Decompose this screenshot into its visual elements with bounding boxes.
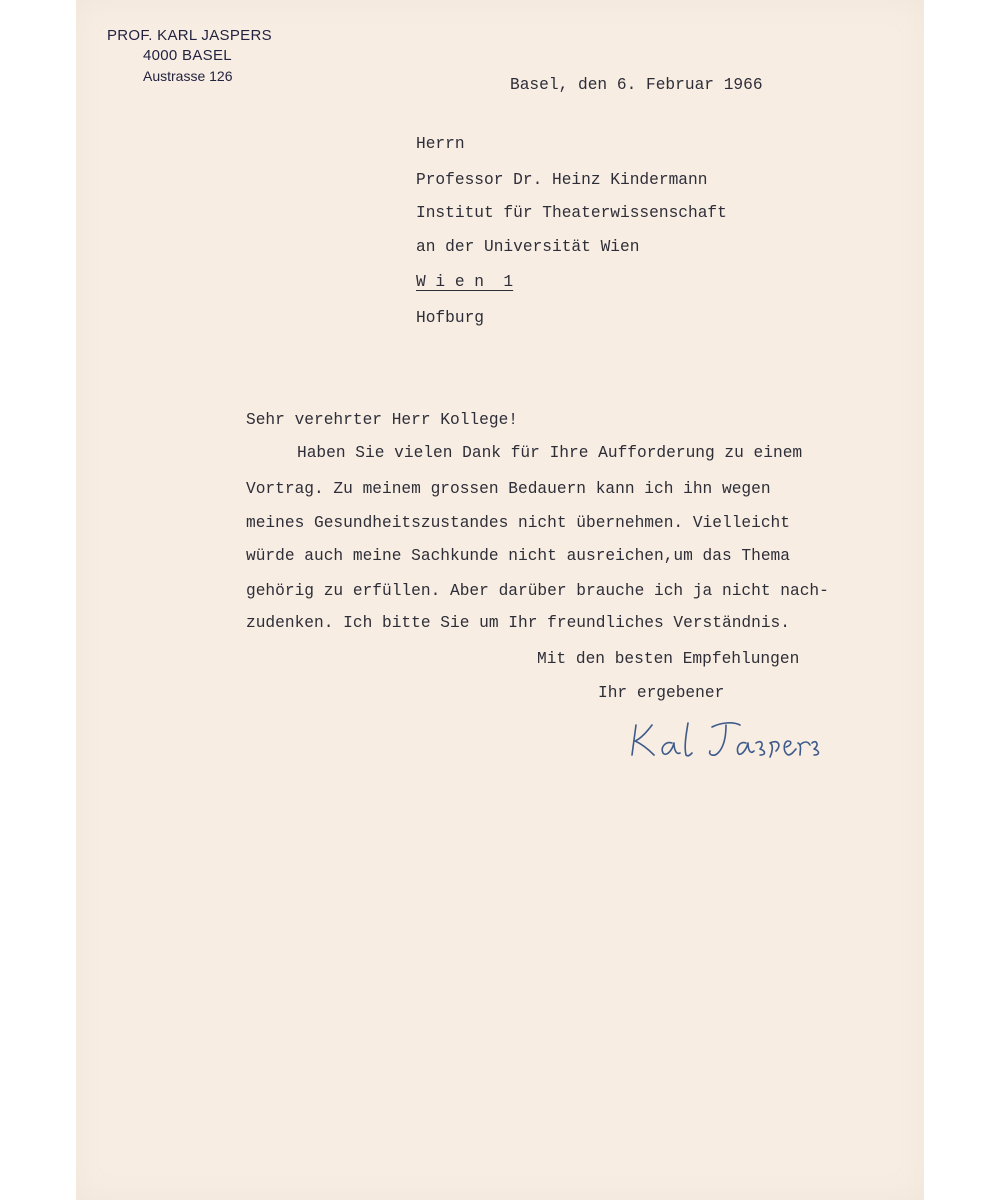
letterhead-name: PROF. KARL JASPERS	[107, 27, 272, 44]
letter-date: Basel, den 6. Februar 1966	[510, 76, 763, 94]
body-line: würde auch meine Sachkunde nicht ausreichen,um das Thema	[246, 547, 790, 565]
address-city: W i e n 1	[416, 273, 514, 291]
closing-line-2: Ihr ergebener	[598, 684, 725, 702]
salutation: Sehr verehrter Herr Kollege!	[246, 411, 518, 429]
address-line-1: Herrn	[416, 135, 465, 153]
address-line-3: Institut für Theaterwissenschaft	[416, 204, 727, 222]
letterhead-city: 4000 BASEL	[143, 47, 232, 64]
handwritten-signature	[630, 715, 830, 770]
address-line-4: an der Universität Wien	[416, 238, 640, 256]
body-line: zudenken. Ich bitte Sie um Ihr freundliches Verständnis.	[246, 614, 790, 632]
letterhead-street: Austrasse 126	[143, 68, 233, 84]
address-line-6: Hofburg	[416, 309, 484, 327]
closing-line-1: Mit den besten Empfehlungen	[537, 650, 800, 668]
body-line: Vortrag. Zu meinem grossen Bedauern kann ich ihn wegen	[246, 480, 771, 498]
body-line: meines Gesundheitszustandes nicht übernehmen. Vielleicht	[246, 514, 790, 532]
address-line-2: Professor Dr. Heinz Kindermann	[416, 171, 708, 189]
body-line: Haben Sie vielen Dank für Ihre Aufforderung zu einem	[297, 444, 803, 462]
body-line: gehörig zu erfüllen. Aber darüber brauche ich ja nicht nach-	[246, 582, 829, 600]
